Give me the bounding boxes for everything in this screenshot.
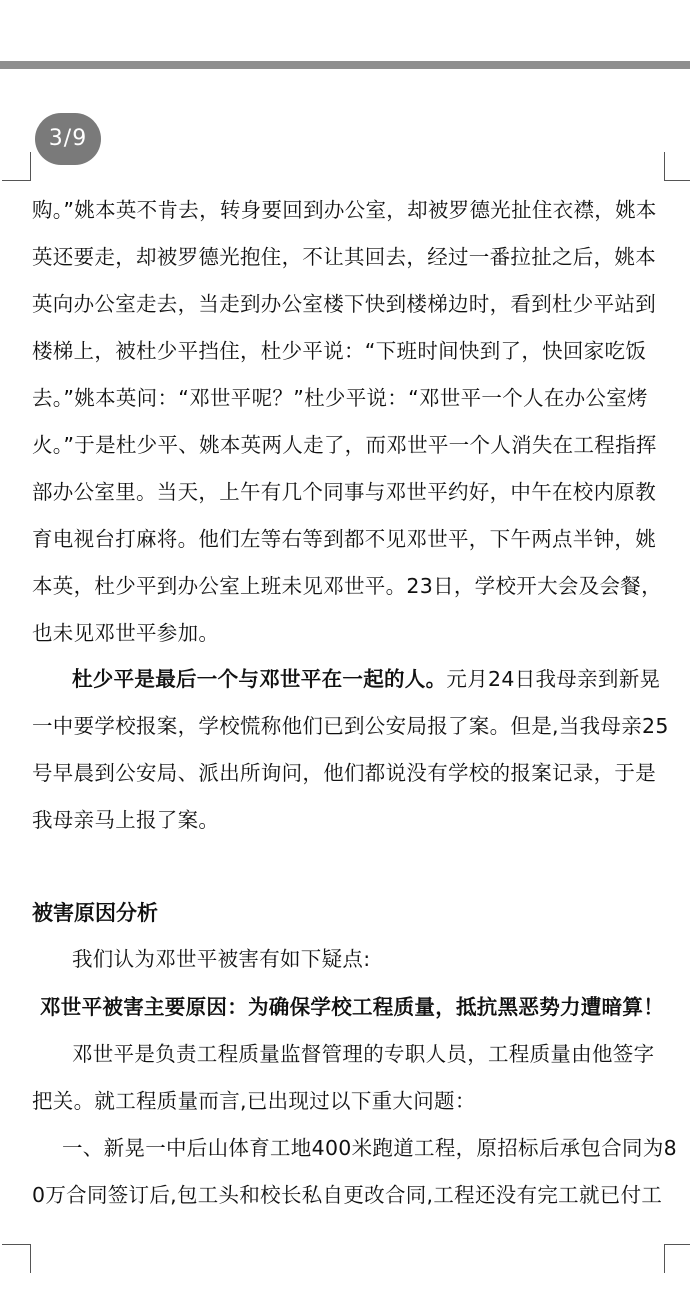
text-line: 英向办公室走去，当走到办公室楼下快到楼梯边时，看到杜少平站到	[32, 292, 656, 316]
text-line: 部办公室里。当天，上午有几个同事与邓世平约好，中午在校内原教	[32, 480, 656, 504]
crop-mark-bottom-right	[664, 1244, 690, 1273]
text-line: 英还要走，却被罗德光抱住，不让其回去，经过一番拉扯之后，姚本	[32, 245, 656, 269]
text-line	[72, 665, 660, 693]
text-line: 火。”于是杜少平、姚本英两人走了，而邓世平一个人消失在工程指挥	[32, 433, 657, 457]
text-line: 邓世平是负责工程质量监督管理的专职人员，工程质量由他签字	[72, 1042, 655, 1066]
text-line: 一中要学校报案，学校慌称他们已到公安局报了案。但是,当我母亲25	[32, 714, 669, 738]
text-line: 楼梯上，被杜少平挡住，杜少平说：“下班时间快到了，快回家吃饭	[32, 339, 647, 363]
top-divider-bar	[0, 61, 690, 69]
text-line: 我母亲马上报了案。	[32, 808, 220, 832]
crop-mark-top-left	[2, 152, 31, 181]
text-line: 去。”姚本英问：“邓世平呢？”杜少平说：“邓世平一个人在办公室烤	[32, 386, 648, 410]
text-line: 育电视台打麻将。他们左等右等到都不见邓世平，下午两点半钟，姚	[32, 527, 656, 551]
crop-mark-bottom-left	[2, 1244, 31, 1273]
text-line: 也未见邓世平参加。	[32, 621, 220, 645]
page-indicator-badge: 3/9	[35, 113, 101, 165]
text-line: 购。”姚本英不肯去，转身要回到办公室，却被罗德光扯住衣襟，姚本	[32, 198, 657, 222]
text-line: 把关。就工程质量而言,已出现过以下重大问题：	[32, 1089, 476, 1113]
text-line: 我们认为邓世平被害有如下疑点:	[72, 947, 371, 971]
section-heading: 被害原因分析	[32, 901, 158, 925]
text-line: 一、新晃一中后山体育工地400米跑道工程，原招标后承包合同为8	[62, 1136, 677, 1160]
text-line: 0万合同签订后,包工头和校长私自更改合同,工程还没有完工就已付工	[32, 1183, 663, 1207]
main-cause-line: 邓世平被害主要原因：为确保学校工程质量，抵抗黑恶势力遭暗算！	[40, 995, 664, 1019]
text-line: 本英，杜少平到办公室上班未见邓世平。23日，学校开大会及会餐，	[32, 574, 662, 598]
text-segment: 元月24日我母亲到新晃	[446, 667, 661, 691]
crop-mark-top-right	[664, 152, 690, 181]
text-line: 号早晨到公安局、派出所询问，他们都说没有学校的报案记录，于是	[32, 761, 656, 785]
bold-lead-text: 杜少平是最后一个与邓世平在一起的人。	[72, 667, 447, 691]
